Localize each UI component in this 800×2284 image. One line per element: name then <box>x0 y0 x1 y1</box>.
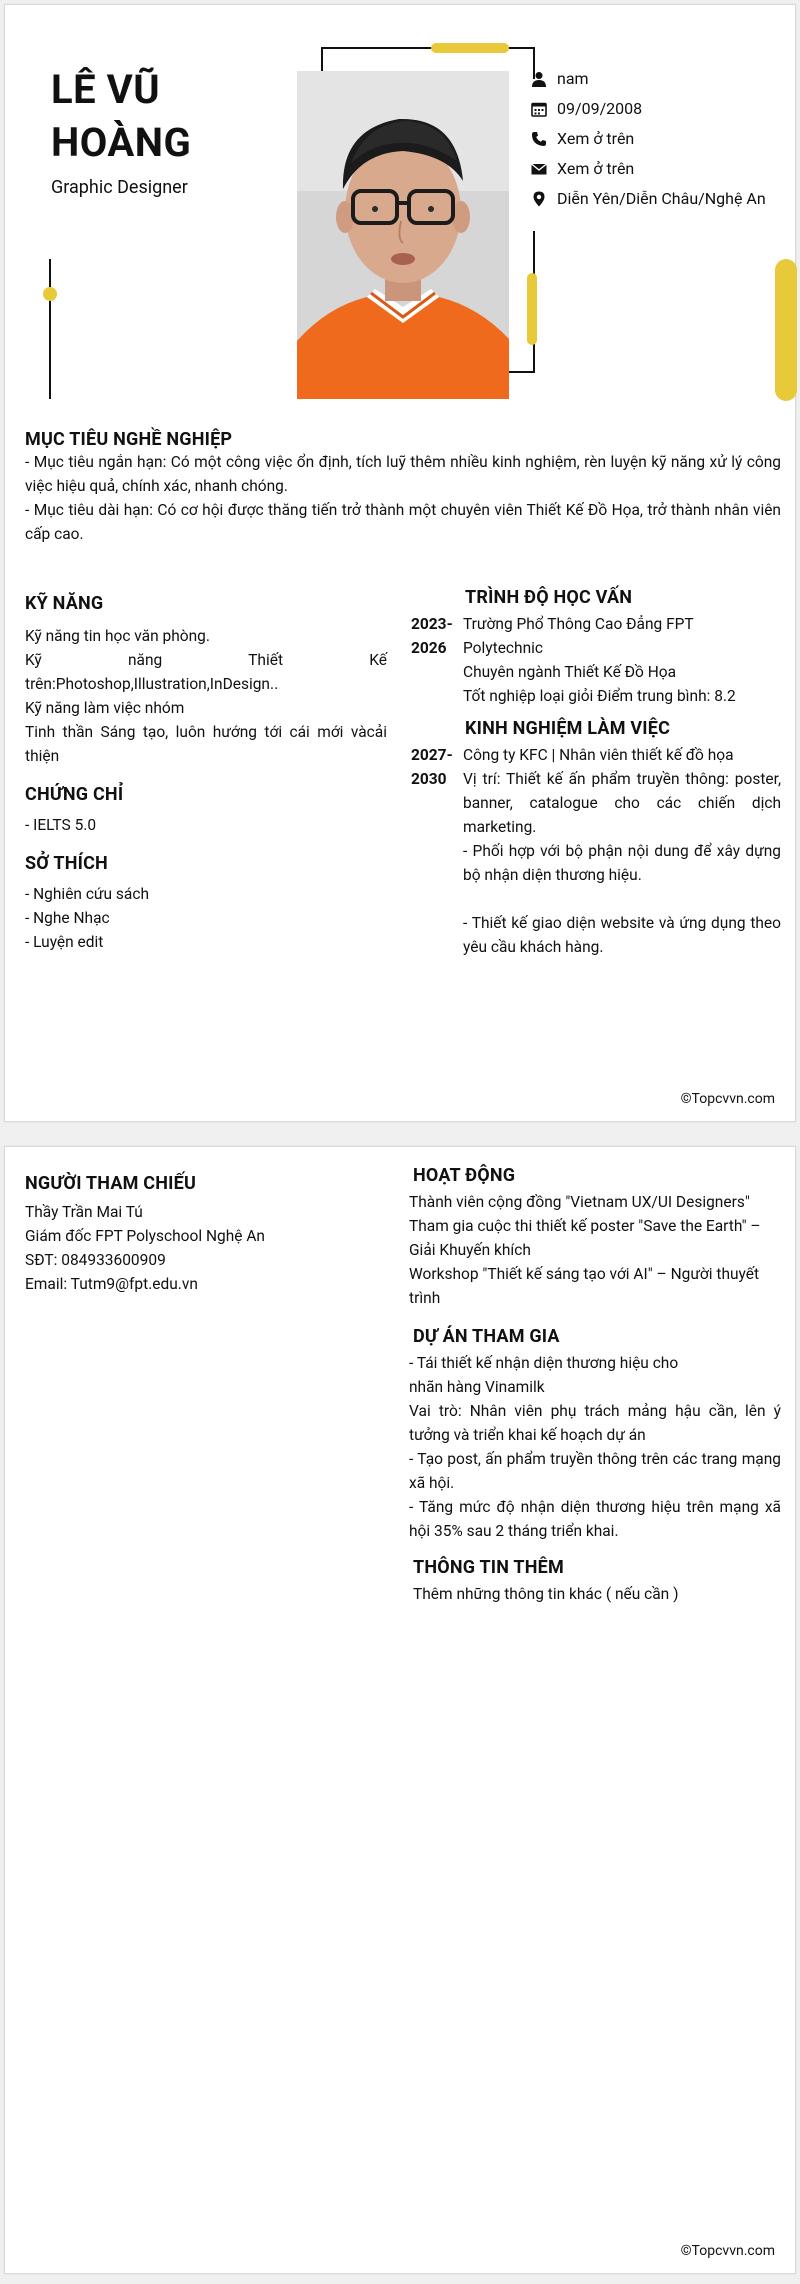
projects-title: DỰ ÁN THAM GIA <box>413 1326 560 1347</box>
education-details <box>463 612 781 708</box>
objective-long-term: - Mục tiêu dài hạn: Có cơ hội được thăng tiến trở thành một chuyên viên Thiết Kế Đồ Họa, trở thành nhân viên cấp cao. <box>25 501 781 543</box>
mail-icon <box>531 161 547 177</box>
certificates-title: CHỨNG CHỈ <box>25 784 124 805</box>
experience-entry <box>411 743 781 959</box>
activity-item: Workshop "Thiết kế sáng tạo với AI" – Người thuyết trình <box>409 1265 760 1307</box>
hobby-item: - Luyện edit <box>25 933 104 951</box>
job-title: Graphic Designer <box>51 177 188 198</box>
left-column <box>25 593 387 954</box>
activity-item: Tham gia cuộc thi thiết kế poster "Save the Earth" – Giải Khuyến khích <box>409 1217 761 1259</box>
portrait-illustration <box>297 71 509 399</box>
name-line-2: HOÀNG <box>51 119 192 166</box>
experience-years <box>411 743 463 959</box>
calendar-icon <box>531 101 547 117</box>
contact-birthday <box>531 99 642 118</box>
hobby-item: - Nghiên cứu sách <box>25 885 149 903</box>
experience-details <box>463 743 781 959</box>
certificate-item: - IELTS 5.0 <box>25 816 97 834</box>
skills-title: KỸ NĂNG <box>25 593 104 614</box>
contact-address <box>531 189 766 208</box>
frame-top-accent <box>431 43 509 53</box>
contact-email <box>531 159 634 178</box>
experience-duty: - Phối hợp với bộ phận nội dung để xây dựng bộ nhận diện thương hiệu. <box>463 842 781 884</box>
email-value: Xem ở trên <box>557 159 635 178</box>
skill-design-text: Kỹ năng Thiết Kế trên:Photoshop,Illustration,InDesign.. <box>25 651 387 693</box>
activity-item: Thành viên cộng đồng "Vietnam UX/UI Designers" <box>409 1193 750 1211</box>
extra-text: Thêm những thông tin khác ( nếu cần ) <box>413 1585 679 1603</box>
right-column <box>411 587 781 959</box>
contact-gender <box>531 69 589 88</box>
experience-duty: Vị trí: Thiết kế ấn phẩm truyền thông: poster, banner, catalogue cho các chiến dịch marketing. <box>463 770 781 836</box>
page-footer: ©Topcvvn.com <box>680 2243 775 2259</box>
objective-section <box>25 429 781 546</box>
right-edge-accent <box>775 259 797 401</box>
skill-item: Kỹ năng tin học văn phòng. <box>25 627 210 645</box>
project-line: - Tạo post, ấn phẩm truyền thông trên các trang mạng xã hội. <box>409 1450 781 1492</box>
hobbies-title: SỞ THÍCH <box>25 853 108 874</box>
project-line: - Tái thiết kế nhận diện thương hiệu cho nhãn hàng Vinamilk <box>409 1354 679 1396</box>
reference-position: Giám đốc FPT Polyschool Nghệ An <box>25 1227 265 1245</box>
location-pin-icon <box>531 191 547 207</box>
references-title: NGƯỜI THAM CHIẾU <box>25 1173 197 1194</box>
right-column-page2 <box>409 1165 781 1606</box>
activities-title: HOẠT ĐỘNG <box>413 1165 516 1186</box>
phone-value: Xem ở trên <box>557 129 635 148</box>
experience-title: KINH NGHIỆM LÀM VIỆC <box>465 718 671 739</box>
experience-year-end: 2030 <box>411 770 447 788</box>
experience-company: Công ty KFC | Nhân viên thiết kế đồ họa <box>463 746 734 764</box>
education-title: TRÌNH ĐỘ HỌC VẤN <box>465 587 633 608</box>
objective-short-term: - Mục tiêu ngắn hạn: Có một công việc ổn định, tích luỹ thêm nhiều kinh nghiệm, rèn luyện kỹ năng xử lý công việc hiệu quả, chính xác, nhanh chóng. <box>25 453 781 495</box>
gender-value: nam <box>557 69 589 88</box>
reference-name: Thầy Trần Mai Tú <box>25 1203 143 1221</box>
cv-page-2 <box>4 1146 796 2274</box>
education-result: Tốt nghiệp loại giỏi Điểm trung bình: 8.2 <box>463 687 736 705</box>
skill-item: Tinh thần Sáng tạo, luôn hướng tới cái mới vàcải thiện <box>25 723 387 765</box>
phone-icon <box>531 131 547 147</box>
hobby-item: - Nghe Nhạc <box>25 909 110 927</box>
extra-title: THÔNG TIN THÊM <box>413 1557 564 1578</box>
skill-item: Kỹ năng làm việc nhóm <box>25 699 185 717</box>
project-line: - Tăng mức độ nhận diện thương hiệu trên mạng xã hội 35% sau 2 tháng triển khai. <box>409 1498 781 1540</box>
person-icon <box>531 71 547 87</box>
frame-side-accent <box>527 273 537 345</box>
education-year-start: 2023- <box>411 615 453 633</box>
frame-left-line <box>321 47 323 71</box>
education-years <box>411 612 463 708</box>
name-line-1: LÊ VŨ <box>51 66 161 113</box>
education-entry <box>411 612 781 708</box>
birthday-value: 09/09/2008 <box>557 99 643 118</box>
cv-page-1 <box>4 4 796 1122</box>
frame-bottom-line <box>505 371 535 373</box>
contact-phone <box>531 129 634 148</box>
full-name <box>51 63 191 169</box>
experience-year-start: 2027- <box>411 746 453 764</box>
reference-email: Email: Tutm9@fpt.edu.vn <box>25 1275 198 1293</box>
education-year-end: 2026 <box>411 639 447 657</box>
references-section <box>25 1173 385 1296</box>
left-dot <box>43 287 57 301</box>
left-vertical-line <box>49 259 51 399</box>
objective-title: MỤC TIÊU NGHỀ NGHIỆP <box>25 429 233 450</box>
education-school: Trường Phổ Thông Cao Đẳng FPT Polytechnic <box>463 615 694 657</box>
reference-phone: SĐT: 084933600909 <box>25 1251 166 1269</box>
profile-photo <box>297 71 509 399</box>
project-line: Vai trò: Nhân viên phụ trách mảng hậu cần, lên ý tưởng và triển khai kế hoạch dự án <box>409 1402 781 1444</box>
education-major: Chuyên ngành Thiết Kế Đồ Họa <box>463 663 677 681</box>
address-value: Diễn Yên/Diễn Châu/Nghệ An <box>557 189 766 208</box>
skill-item <box>25 648 387 696</box>
page-footer: ©Topcvvn.com <box>680 1091 775 1107</box>
experience-duty: - Thiết kế giao diện website và ứng dụng theo yêu cầu khách hàng. <box>463 914 781 956</box>
